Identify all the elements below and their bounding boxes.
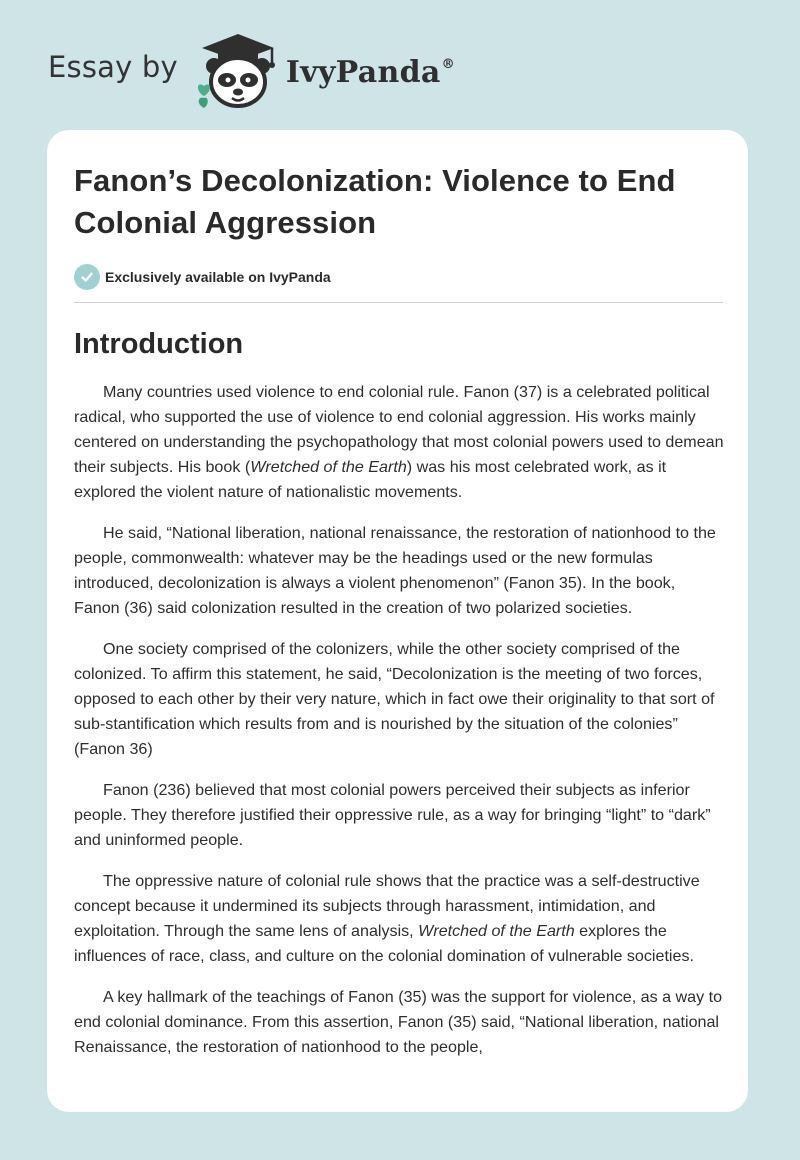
site-header: [48, 30, 455, 110]
essay-by-label: Essay by: [48, 50, 178, 84]
book-title-italic: Wretched of the Earth: [250, 458, 407, 476]
essay-paragraph: [74, 869, 724, 969]
exclusive-badge: [74, 264, 724, 290]
brand-name[interactable]: [286, 55, 455, 90]
registered-mark: ®: [441, 56, 455, 72]
essay-body: [74, 380, 724, 1060]
paragraph-text: ) was his most celebrated work, as it explored the violent nature of nationalistic movements.: [74, 458, 667, 501]
essay-title: Fanon’s Decolonization: Violence to End Colonial Aggression: [74, 163, 676, 240]
paragraph-text: explores the influences of race, class, and culture on the colonial domination of vulnerable societies.: [74, 922, 694, 965]
exclusive-badge-label: Exclusively available on IvyPanda: [105, 269, 331, 285]
paragraph-text: Fanon (236) believed that most colonial powers perceived their subjects as inferior people. They therefore justified their oppressive rule, as a way for bringing “light” to “dark” and uninformed people.: [74, 781, 711, 849]
essay-paragraph: [74, 521, 724, 621]
essay-paragraph: [74, 637, 724, 762]
title-divider: [74, 302, 723, 303]
book-title-italic: Wretched of the Earth: [418, 922, 575, 940]
essay-content: [74, 160, 724, 1076]
paragraph-text: One society comprised of the colonizers, while the other society comprised of the colonized. To affirm this statement, he said, “Decolonization is the meeting of two forces, opposed to each other by their very nature, which in fact owe their originality to that sort of sub-stantification which results from and is nourished by the situation of the colonies” (Fanon 36): [74, 640, 715, 758]
essay-paragraph: [74, 380, 724, 505]
essay-paragraph: [74, 778, 724, 853]
paragraph-text: The oppressive nature of colonial rule shows that the practice was a self-destructive concept because it undermined its subjects through harassment, intimidation, and exploitation. Through the same lens of analysis,: [74, 872, 700, 940]
paragraph-text: He said, “National liberation, national renaissance, the restoration of nationhood to the people, commonwealth: whatever may be the headings used or the new formulas introduced, decolonization is always a violent phenomenon” (Fanon 35). In the book, Fanon (36) said colonization resulted in the creation of two polarized societies.: [74, 524, 716, 617]
essay-card: [47, 130, 748, 1112]
paragraph-text: A key hallmark of the teachings of Fanon (35) was the support for violence, as a way to end colonial dominance. From this assertion, Fanon (35) said, “National liberation, national Renaissance, the restoration of nationhood to the people,: [74, 988, 723, 1056]
ivypanda-logo-icon[interactable]: [192, 30, 284, 110]
check-circle-icon: [74, 264, 100, 290]
essay-paragraph: [74, 985, 724, 1060]
section-heading: Introduction: [74, 328, 244, 360]
paragraph-text: Many countries used violence to end colonial rule. Fanon (37) is a celebrated political radical, who supported the use of violence to end colonial aggression. His works mainly centered on understanding the psychopathology that most colonial powers used to demean their subjects. His book (: [74, 383, 724, 476]
brand-label: IvyPanda: [285, 54, 441, 90]
